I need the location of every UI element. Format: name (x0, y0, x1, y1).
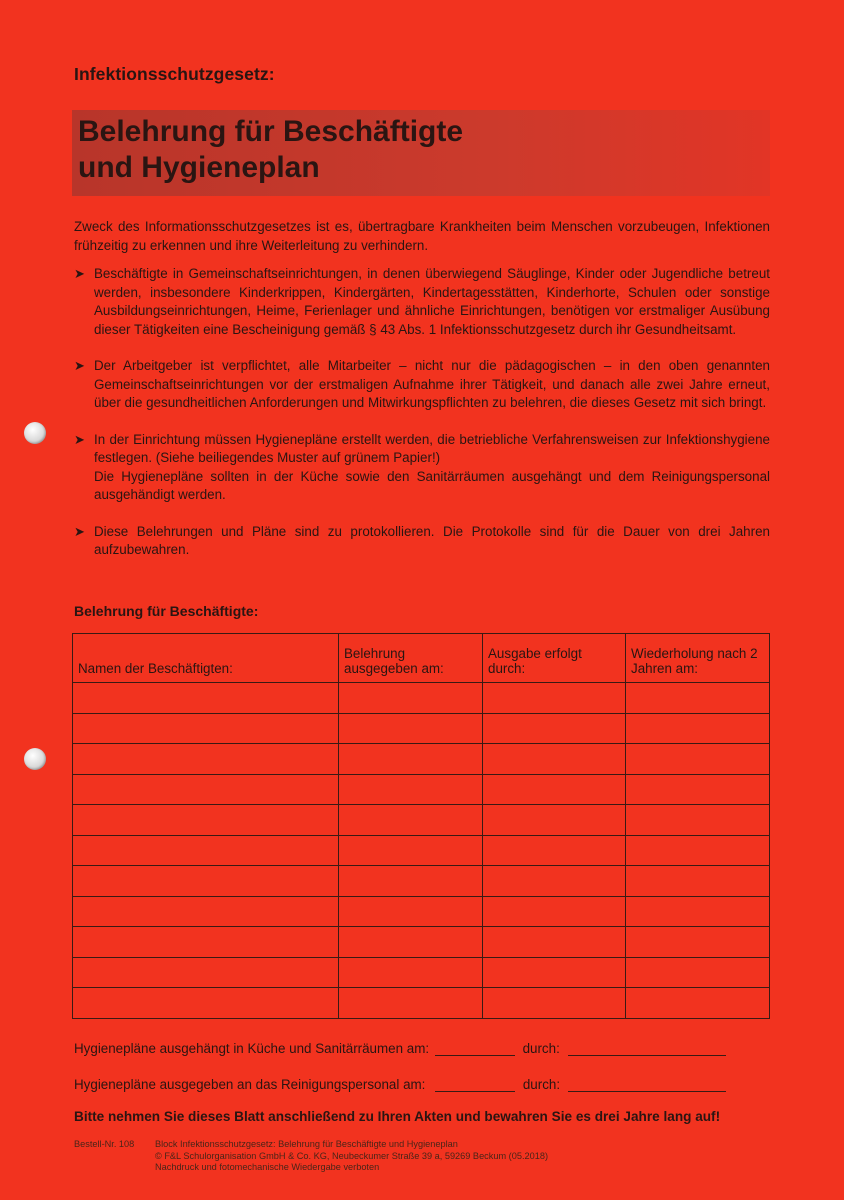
title-line: und Hygieneplan (78, 151, 320, 184)
date-blank-field[interactable] (435, 1041, 515, 1056)
column-header-repeat-date: Wiederholung nach 2 Jahren am: (626, 634, 770, 683)
signoff-kitchen (74, 1041, 726, 1056)
arrow-bullet-icon: ➤ (74, 431, 85, 447)
table-cell[interactable] (483, 866, 626, 897)
table-row (73, 713, 770, 744)
table-row (73, 805, 770, 836)
table-cell[interactable] (626, 988, 770, 1019)
table-cell[interactable] (73, 927, 339, 958)
signoff-cleaning (74, 1077, 726, 1092)
table-cell[interactable] (73, 866, 339, 897)
table-cell[interactable] (73, 805, 339, 836)
bullet-text: Die Hygienepläne sollten in der Küche sowie den Sanitärräumen ausgehängt und dem Reinigungspersonal ausgehändigt werden. (94, 468, 770, 502)
table-cell[interactable] (339, 805, 483, 836)
table-cell[interactable] (483, 713, 626, 744)
column-header-name: Namen der Beschäftigten: (73, 634, 339, 683)
table-cell[interactable] (483, 744, 626, 775)
table-cell[interactable] (626, 744, 770, 775)
table-row (73, 774, 770, 805)
staff-instruction-table (72, 633, 770, 1019)
table-row (73, 683, 770, 714)
page-title (78, 114, 463, 186)
signoff-label: Hygienepläne ausgehängt in Küche und Sanitärräumen am: (74, 1041, 430, 1056)
by-label: durch: (522, 1041, 560, 1056)
table-header-row (73, 634, 770, 683)
table-row (73, 835, 770, 866)
table-row (73, 957, 770, 988)
table-cell[interactable] (626, 713, 770, 744)
table-cell[interactable] (339, 988, 483, 1019)
table-cell[interactable] (626, 774, 770, 805)
kicker-heading: Infektionsschutzgesetz: (74, 64, 275, 84)
table-cell[interactable] (339, 927, 483, 958)
list-item (74, 431, 770, 505)
table-row (73, 927, 770, 958)
imprint-lines (155, 1139, 715, 1174)
title-line: Belehrung für Beschäftigte (78, 115, 464, 148)
signature-blank-field[interactable] (568, 1041, 726, 1056)
table-cell[interactable] (483, 774, 626, 805)
imprint-line: © F&L Schulorganisation GmbH & Co. KG, Neubeckumer Straße 39 a, 59269 Beckum (05.2018) (155, 1150, 549, 1161)
table-cell[interactable] (626, 835, 770, 866)
table-cell[interactable] (483, 988, 626, 1019)
table-cell[interactable] (339, 835, 483, 866)
bullet-text: Beschäftigte in Gemeinschaftseinrichtungen, in denen überwiegend Säuglinge, Kinder oder Jugendliche betreut werden, insbesondere Kinderkrippen, Kindergärten, Kindertagesstätten, Kinderhorte, Schulen oder sonstige Ausbildungseinrichtungen, Heime, Ferienlager und ähnliche Einrichtungen, benötigen vor erstmaliger Ausübung dieser Tätigkeiten eine Bescheinigung gemäß § 43 Abs. 1 Infektionsschutzgesetz durch ihr Gesundheitsamt. (94, 266, 770, 337)
table-cell[interactable] (483, 835, 626, 866)
archive-notice: Bitte nehmen Sie dieses Blatt anschließend zu Ihren Akten und bewahren Sie es drei Jahre lang auf! (74, 1109, 721, 1124)
table-cell[interactable] (626, 896, 770, 927)
table-cell[interactable] (73, 744, 339, 775)
table-cell[interactable] (483, 957, 626, 988)
bullet-text: Diese Belehrungen und Pläne sind zu protokollieren. Die Protokolle sind für die Dauer von drei Jahren aufzubewahren. (94, 523, 770, 557)
table-cell[interactable] (626, 957, 770, 988)
signature-blank-field[interactable] (568, 1077, 726, 1092)
table-cell[interactable] (626, 805, 770, 836)
table-body (73, 683, 770, 1019)
table-cell[interactable] (73, 683, 339, 714)
table-cell[interactable] (483, 805, 626, 836)
table-row (73, 744, 770, 775)
punch-hole-top (24, 422, 46, 444)
punch-hole-bottom (24, 748, 46, 770)
form-section-title: Belehrung für Beschäftigte: (74, 603, 259, 619)
table-cell[interactable] (339, 896, 483, 927)
list-item (74, 523, 770, 560)
table-cell[interactable] (483, 896, 626, 927)
arrow-bullet-icon: ➤ (74, 358, 85, 373)
table-cell[interactable] (339, 957, 483, 988)
table-cell[interactable] (73, 988, 339, 1019)
table-cell[interactable] (73, 774, 339, 805)
imprint-line: Nachdruck und fotomechanische Wiedergabe verboten (155, 1162, 380, 1172)
column-header-instructed-on: Belehrung ausgegeben am: (339, 634, 483, 683)
table-cell[interactable] (339, 683, 483, 714)
table-cell[interactable] (483, 683, 626, 714)
table-cell[interactable] (339, 866, 483, 897)
column-header-issued-by: Ausgabe erfolgt durch: (483, 634, 626, 683)
list-item (74, 265, 770, 339)
by-label: durch: (522, 1077, 561, 1092)
table-cell[interactable] (483, 927, 626, 958)
imprint-line: Block Infektionsschutzgesetz: Belehrung für Beschäftigte und Hygieneplan (155, 1139, 458, 1149)
bullet-text: Der Arbeitgeber ist verpflichtet, alle Mitarbeiter – nicht nur die pädagogischen – in den oben genannten Gemeinschaftseinrichtungen vor der erstmaligen Aufnahme ihrer Tätigkeit, und danach alle zwei Jahre erneut, über die gesundheitlichen Anforderungen und Mitwirkungspflichten zu belehren, die dieses Gesetz mit sich bringt. (94, 358, 770, 410)
table-cell[interactable] (626, 683, 770, 714)
bullet-list (74, 265, 770, 578)
table-cell[interactable] (73, 835, 339, 866)
date-blank-field[interactable] (435, 1077, 515, 1092)
table-cell[interactable] (339, 713, 483, 744)
signoff-label: Hygienepläne ausgegeben an das Reinigungspersonal am: (74, 1077, 426, 1092)
table-cell[interactable] (339, 774, 483, 805)
table-row (73, 866, 770, 897)
table-cell[interactable] (626, 866, 770, 897)
table-cell[interactable] (626, 927, 770, 958)
order-number: Bestell-Nr. 108 (74, 1139, 135, 1149)
table-cell[interactable] (73, 713, 339, 744)
table-cell[interactable] (73, 896, 339, 927)
list-item (74, 357, 770, 413)
table-cell[interactable] (339, 744, 483, 775)
arrow-bullet-icon: ➤ (74, 523, 85, 539)
table-cell[interactable] (73, 957, 339, 988)
table-row (73, 896, 770, 927)
intro-paragraph: Zweck des Informationsschutzgesetzes ist es, übertragbare Krankheiten beim Menschen vorzubeugen, Infektionen frühzeitig zu erkennen und ihre Weiterleitung zu verhindern. (74, 219, 770, 253)
bullet-text: In der Einrichtung müssen Hygienepläne erstellt werden, die betriebliche Verfahrensweisen zur Infektionshygiene festlegen. (Siehe beiliegendes Muster auf grünem Papier!) (94, 431, 770, 465)
arrow-bullet-icon: ➤ (74, 266, 85, 281)
table-row (73, 988, 770, 1019)
